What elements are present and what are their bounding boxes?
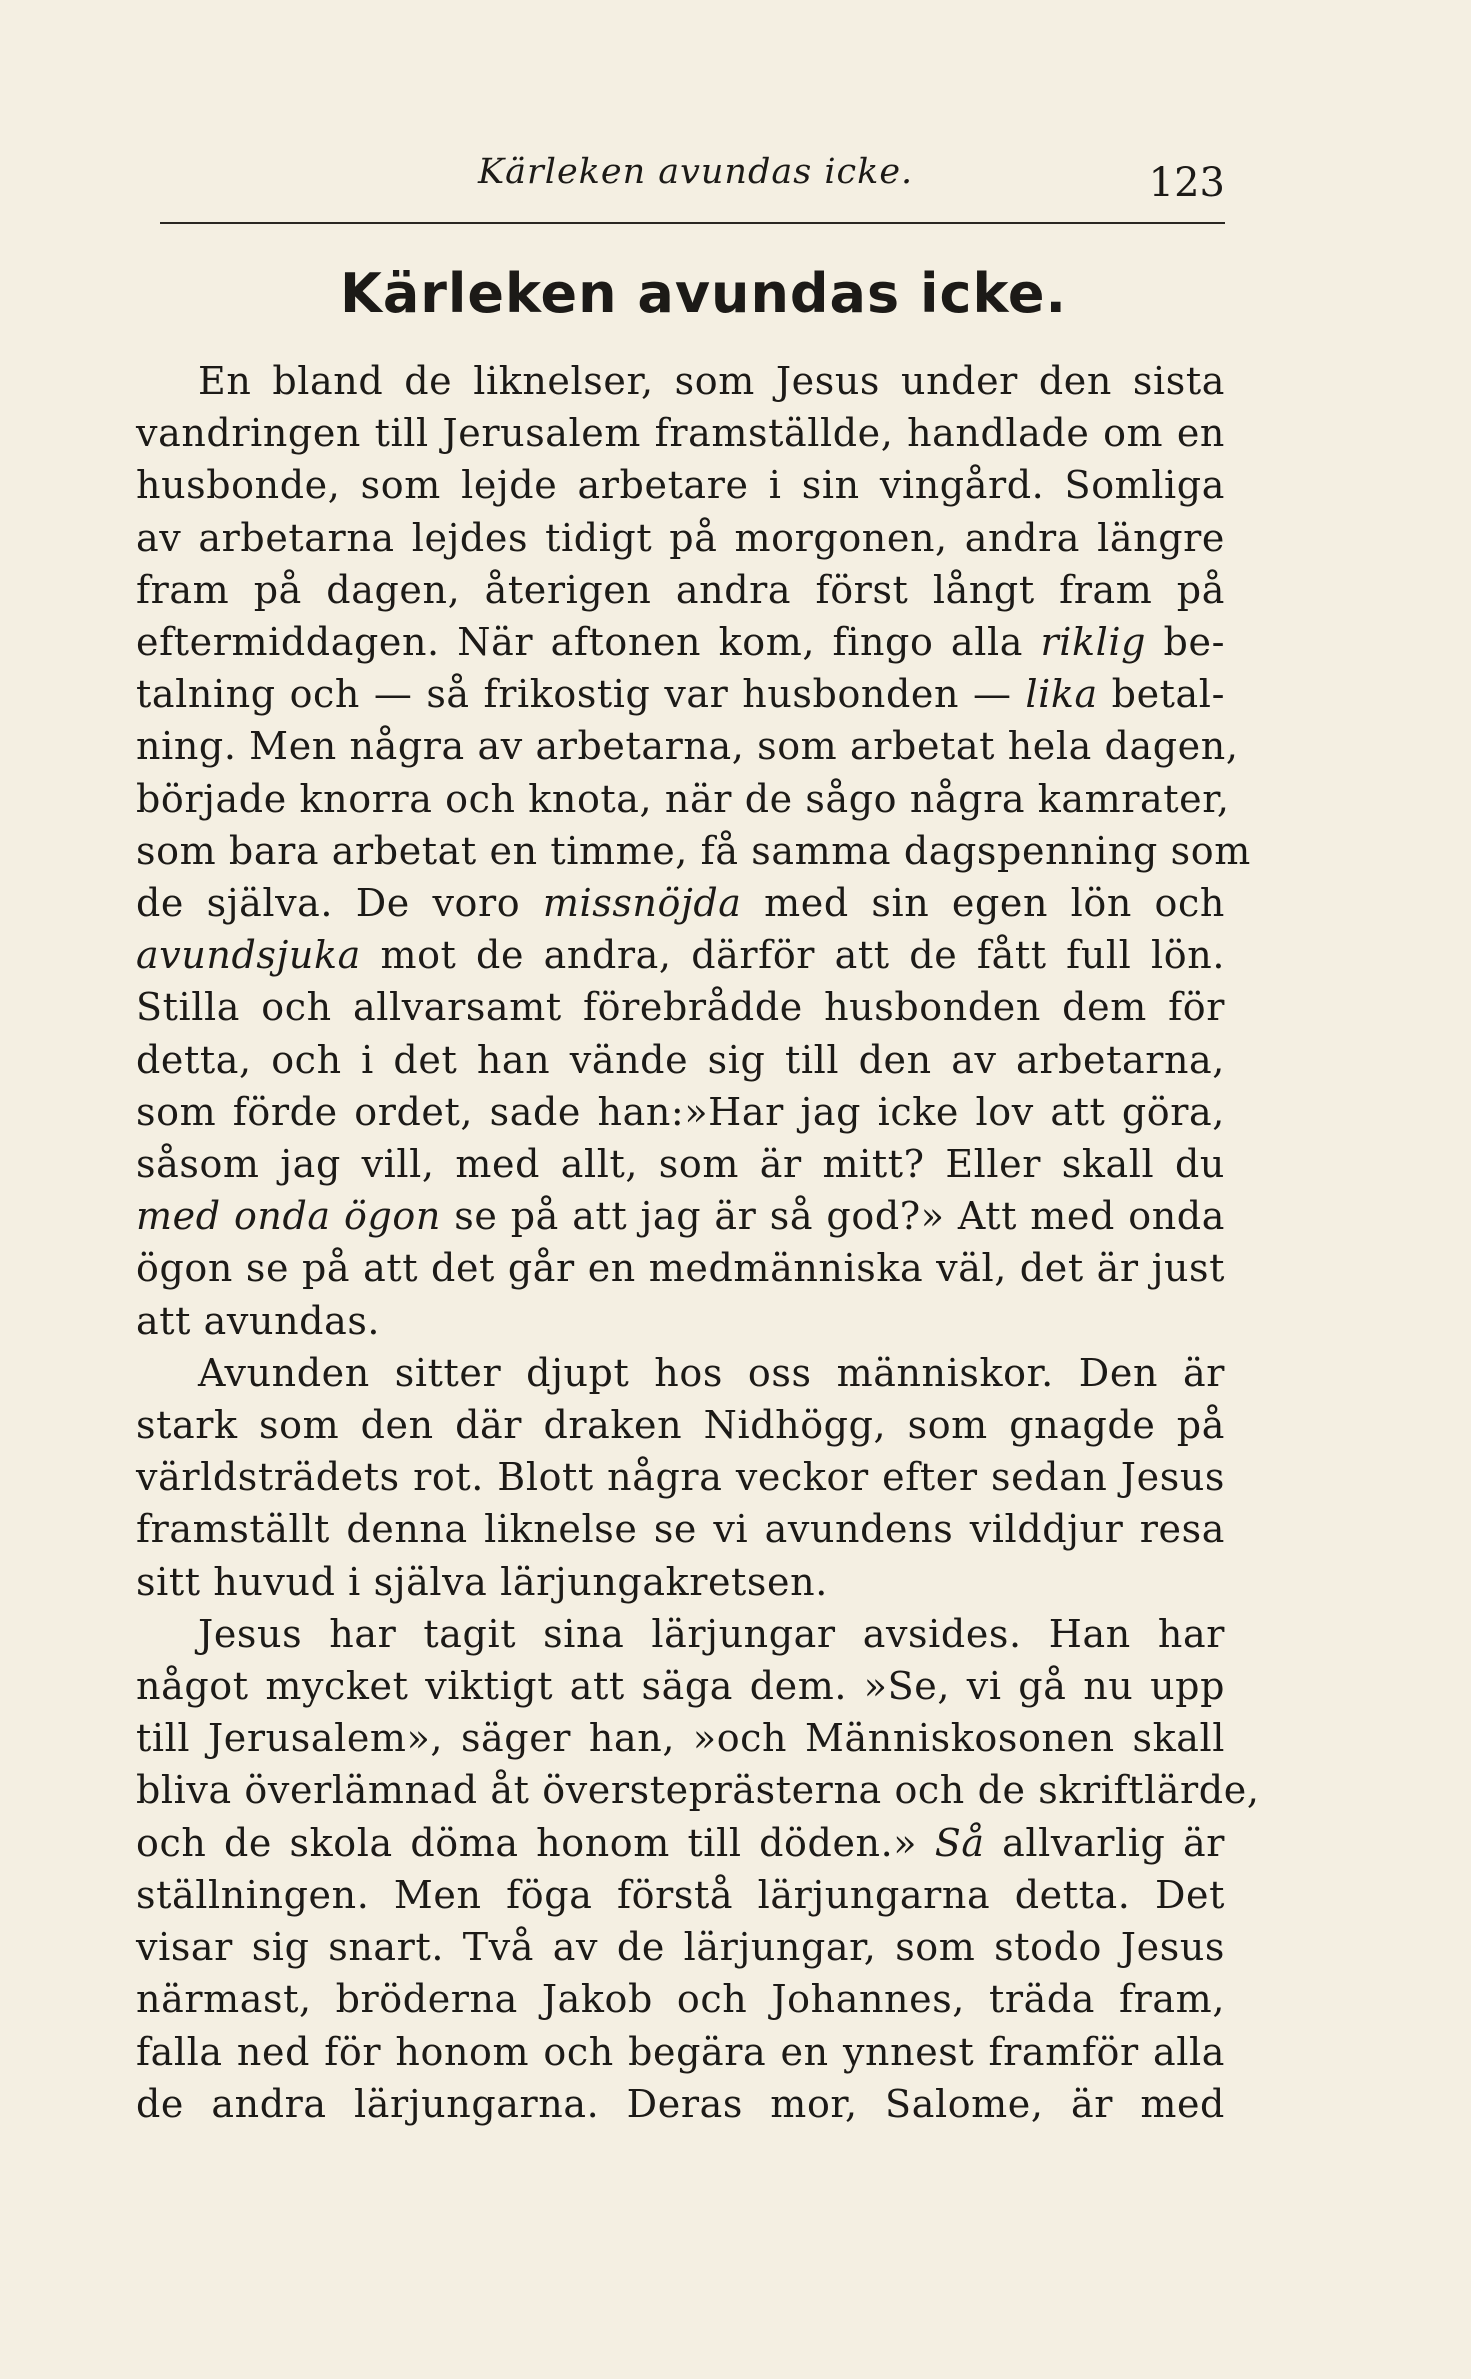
emphasis-text: riklig: [1040, 620, 1147, 665]
text-line: [136, 1034, 1225, 1086]
text-line: [136, 459, 1225, 511]
text-line: [136, 720, 1239, 772]
text-line: [136, 512, 1225, 564]
line-text: vandringen till Jerusalem framställde, handlade om en: [136, 411, 1225, 456]
text-line: [136, 1608, 1225, 1660]
line-text: sitt huvud i själva lärjungakretsen.: [136, 1559, 828, 1604]
text-line: [136, 1869, 1225, 1921]
line-text: fram på dagen, återigen andra först långt fram på: [136, 567, 1225, 612]
text-line: [136, 1399, 1225, 1451]
line-text: falla ned för honom och begära en ynnest framför alla: [136, 2029, 1225, 2074]
running-header: Kärleken avundas icke.: [478, 152, 914, 192]
text-line: [136, 616, 1225, 668]
text-line: [136, 929, 1225, 981]
chapter-title: Kärleken avundas icke.: [340, 262, 1068, 325]
line-text: Avunden sitter djupt hos oss människor. Den är: [198, 1350, 1225, 1395]
text-line: [136, 1556, 1225, 1608]
line-text: att avundas.: [136, 1298, 381, 1343]
text-line: [136, 1190, 1225, 1242]
line-text: Stilla och allvarsamt förebrådde husbonden dem för: [136, 985, 1225, 1030]
line-text: mot de andra, därför att de fått full lön.: [360, 933, 1225, 978]
line-text: såsom jag vill, med allt, som är mitt? Eller skall du: [136, 1142, 1225, 1187]
text-line: [136, 1503, 1225, 1555]
emphasis-text: avundsjuka: [136, 933, 361, 978]
text-line: [136, 1242, 1225, 1294]
header-rule: [160, 222, 1225, 224]
text-line: [136, 2078, 1225, 2130]
text-line: [136, 1138, 1225, 1190]
text-line: [136, 668, 1225, 720]
line-text: stark som den där draken Nidhögg, som gnagde på: [136, 1403, 1225, 1448]
line-text: de andra lärjungarna. Deras mor, Salome, är med: [136, 2081, 1225, 2126]
text-line: [136, 407, 1225, 459]
emphasis-text: Så: [934, 1820, 985, 1865]
line-text: En bland de liknelser, som Jesus under den sista: [198, 359, 1225, 403]
line-text: framställt denna liknelse se vi avundens vilddjur resa: [136, 1507, 1225, 1552]
text-line: [136, 355, 1225, 407]
line-text: detta, och i det han vände sig till den av arbetarna,: [136, 1037, 1225, 1082]
line-text: som förde ordet, sade han:»Har jag icke lov att göra,: [136, 1089, 1225, 1134]
line-text: något mycket viktigt att säga dem. »Se, vi gå nu upp: [136, 1664, 1225, 1709]
text-line: [136, 1451, 1225, 1503]
text-line: [136, 2026, 1225, 2078]
text-line: [136, 1973, 1225, 2025]
text-line: [136, 981, 1225, 1033]
line-text: med sin egen lön och: [741, 881, 1225, 926]
text-line: [136, 564, 1225, 616]
text-line: [136, 1817, 1225, 1869]
text-line: [136, 1660, 1225, 1712]
line-text: talning och — så frikostig var husbonden —: [136, 672, 1026, 717]
line-text: världsträdets rot. Blott några veckor efter sedan Jesus: [136, 1455, 1225, 1500]
line-text: ning. Men några av arbetarna, som arbetat hela dagen,: [136, 724, 1239, 769]
line-text: eftermiddagen. När aftonen kom, fingo alla: [136, 620, 1041, 665]
line-text: som bara arbetat en timme, få samma dagspenning som: [136, 828, 1251, 873]
line-text: se på att jag är så god?» Att med onda: [440, 1194, 1225, 1239]
line-text: började knorra och knota, när de sågo några kamrater,: [136, 776, 1230, 821]
body-text: [136, 355, 1260, 2130]
line-text: närmast, bröderna Jakob och Johannes, träda fram,: [136, 1977, 1225, 2022]
text-line: [136, 1764, 1260, 1816]
emphasis-text: lika: [1025, 672, 1098, 717]
line-text: och de skola döma honom till döden.»: [136, 1820, 935, 1865]
text-line: [136, 877, 1225, 929]
line-text: av arbetarna lejdes tidigt på morgonen, andra längre: [136, 515, 1225, 560]
line-text: husbonde, som lejde arbetare i sin vingård. Somliga: [136, 463, 1225, 508]
line-text: allvarlig är: [984, 1820, 1225, 1865]
line-text: till Jerusalem», säger han, »och Människosonen skall: [136, 1716, 1225, 1761]
emphasis-text: missnöjda: [542, 881, 742, 926]
text-line: [136, 1086, 1225, 1138]
line-text: ögon se på att det går en medmänniska väl, det är just: [136, 1246, 1225, 1291]
line-text: Jesus har tagit sina lärjungar avsides. Han har: [198, 1611, 1225, 1656]
emphasis-text: med onda ögon: [136, 1194, 441, 1239]
line-text: bliva överlämnad åt översteprästerna och de skriftlärde,: [136, 1768, 1260, 1813]
text-line: [136, 1347, 1225, 1399]
page-number: 123: [1148, 160, 1225, 206]
line-text: be-: [1146, 620, 1226, 665]
line-text: betal-: [1097, 672, 1226, 717]
line-text: de själva. De voro: [136, 881, 543, 926]
line-text: ställningen. Men föga förstå lärjungarna detta. Det: [136, 1872, 1225, 1917]
text-line: [136, 1712, 1225, 1764]
text-line: [136, 1921, 1225, 1973]
text-line: [136, 773, 1230, 825]
text-line: [136, 1295, 1225, 1347]
line-text: visar sig snart. Två av de lärjungar, som stodo Jesus: [136, 1925, 1225, 1970]
text-line: [136, 825, 1251, 877]
